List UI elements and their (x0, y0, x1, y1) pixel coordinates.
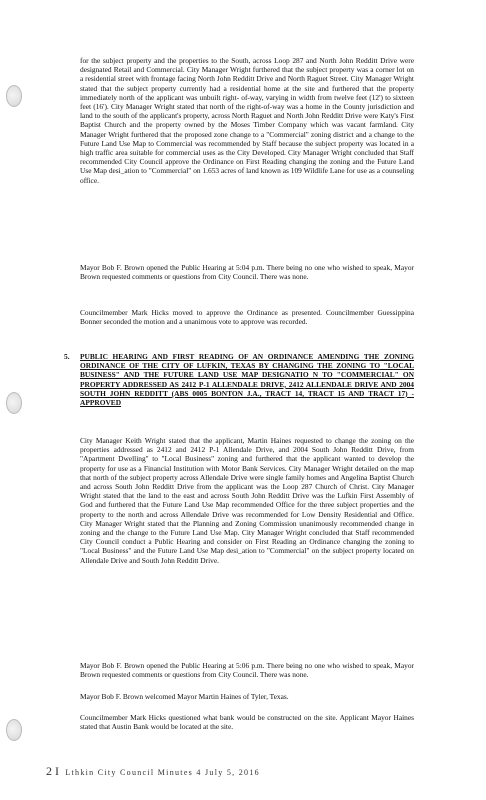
minutes-paragraph: for the subject property and the properties to the South, across Loop 287 and North John Redditt Drive were designated Retail and Commercial. City Manager Wright furthered that the subject property was a corner lot on a residential street with frontage facing North John Redditt Drive and North Raguet Street. City Manager Wright stated that the subject property currently had a residential home at the site and furthered that the property immediately north of the applicant was unbuilt right- of-way, varying in width from twelve feet (12') to sixteen feet (16'). City Manager Wright stated that north of the right-of-way was a home in the County jurisdiction and land to the south of the applicant's property, across North Raguet and North John Redditt Drive were Katy's First Baptist Church and the property owned by the Moses Timber Company which was vacant farmland. City Manager Wright furthered that the proposed zone change to a "Commercial" zoning district and a change to the Future Land Use Map to Commercial was recommended by Staff because the subject property was located in a high traffic area suitable for commercial uses as the City Developed. City Manager Wright concluded that Staff recommended City Council approve the Ordinance on First Reading changing the zoning and the Future Land Use Map desi_ation to "Commercial" on 1.653 acres of land known as 109 Wildlife Lane for use as a counseling office. (80, 56, 414, 185)
minutes-paragraph: Mayor Bob F. Brown opened the Public Hearing at 5:04 p.m. There being no one who wished to speak, Mayor Brown requested comments or questions from City Council. There was none. (80, 263, 414, 282)
minutes-paragraph: Councilmember Mark Hicks questioned what bank would be constructed on the site. Applicant Mayor Haines stated that Austin Bank would be located at the site. (80, 713, 414, 732)
minutes-paragraph: Mayor Bob F. Brown welcomed Mayor Martin Haines of Tyler, Texas. (80, 692, 289, 701)
footer-text: Lthkin City Council Minutes 4 July 5, 2016 (65, 768, 260, 777)
punch-hole-decoration (6, 85, 22, 107)
page-footer (46, 764, 260, 779)
minutes-paragraph: City Manager Keith Wright stated that the applicant, Martin Haines requested to change the zoning on the properties addressed as 2412 and 2412 P-1 Allendale Drive, and 2004 South John Redditt Drive, from "Apartment Dwelling" to "Local Business" zoning and furthered that the applicant wanted to develop the property for use as a Financial Institution with Motor Bank Services. City Manager Wright detailed on the map that north of the subject property across Allendale Drive were single family homes and Angelina Baptist Church and across South John Redditt Drive from the applicant was the Loop 287 Church of Christ. City Manager Wright stated that the land to the east and across South John Redditt Drive was the Lufkin First Assembly of God and furthered that the Future Land Use Map recommended Office for the three subject properties and the property to the north and across Allendale Drive was recommended for Low Density Residential and Office. City Manager Wright stated that the Planning and Zoning Commission unanimously recommended change in zoning and the change to the Future Land Use Map. City Manager Wright concluded that Staff recommended City Council conduct a Public Hearing and consider on First Reading an Ordinance changing the zoning to "Local Business" and the Future Land Use Map desi_ation to "Commercial" on the subject property located on Allendale Drive and South John Redditt Drive. (80, 436, 414, 565)
punch-hole-decoration (6, 392, 22, 414)
agenda-item-number: 5. (64, 352, 70, 361)
agenda-item-title: PUBLIC HEARING AND FIRST READING OF AN ORDINANCE AMENDING THE ZONING ORDINANCE OF THE CITY OF LUFKIN, TEXAS BY CHANGING THE ZONING TO "LOCAL BUSINESS" AND THE FUTURE LAND USE MAP DESIGNATIO N TO "COMMERCIAL" ON PROPERTY ADDRESSED AS 2412 P-1 ALLENDALE DRIVE, 2412 ALLENDALE DRIVE AND 2004 SOUTH JOHN REDDITT (ABS 0005 BONTON J.A., TRACT 14, TRACT 15 AND TRACT 17) - APPROVED (80, 352, 414, 408)
page-number: 2 I (46, 764, 59, 778)
punch-hole-decoration (6, 719, 22, 741)
minutes-paragraph: Councilmember Mark Hicks moved to approve the Ordinance as presented. Councilmember Guessippina Bonner seconded the motion and a unanimous vote to approve was recorded. (80, 308, 414, 327)
minutes-paragraph: Mayor Bob F. Brown opened the Public Hearing at 5:06 p.m. There being no one who wished to speak, Mayor Brown requested comments or questions from City Council. There was none. (80, 661, 414, 680)
